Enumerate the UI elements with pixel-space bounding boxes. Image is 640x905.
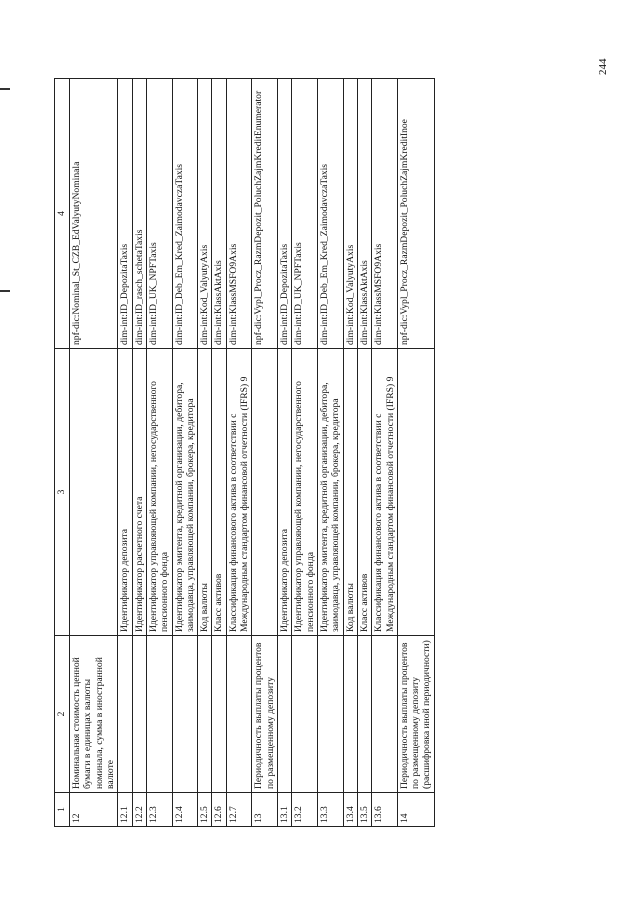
cell-desc: Идентификатор эмитента, кредитной организации, дебитора, заимодавца, управляющей компании, брокера, кредитора [317,349,343,636]
cell-code: dim-int:ID_DepozitaTaxis [118,79,132,349]
table-row [132,79,146,827]
margin-mark [0,290,10,292]
table-row [198,79,212,827]
table-row [70,79,118,827]
table-row [118,79,132,827]
cell-desc: Классификация финансового актива в соответствии с Международным стандартом финансовой отчетности (IFRS) 9 [372,349,398,636]
cell-name: Периодичность выплаты процентов по размещенному депозиту (расшифровка иной периодичности) [397,636,434,793]
cell-name [372,636,398,793]
cell-name [118,636,132,793]
header-cell: 3 [55,349,70,636]
cell-desc: Идентификатор расчетного счета [132,349,146,636]
cell-num: 13.4 [343,793,357,827]
cell-code: dim-int:KlassMSFO9Axis [372,79,398,349]
cell-num: 12.1 [118,793,132,827]
header-cell: 4 [55,79,70,349]
cell-num: 13.3 [317,793,343,827]
cell-code: dim-int:ID_Deb_Em_Kred_ZaimodavczaTaxis [317,79,343,349]
cell-name [343,636,357,793]
cell-num: 13.5 [357,793,371,827]
cell-code: dim-int:ID_rasch_schetaTaxis [132,79,146,349]
table-row [212,79,226,827]
cell-code: dim-int:KlassAktAxis [212,79,226,349]
table-row [317,79,343,827]
cell-desc: Классификация финансового актива в соответствии с Международным стандартом финансовой отчетности (IFRS) 9 [226,349,252,636]
table-row [278,79,292,827]
cell-num: 12.4 [172,793,198,827]
page-number: 244 [597,58,609,75]
cell-code: dim-int:KlassAktAxis [357,79,371,349]
cell-num: 12.5 [198,793,212,827]
header-row [55,79,70,827]
cell-num: 12.3 [146,793,172,827]
margin-mark [0,88,10,90]
cell-desc: Идентификатор управляющей компании, негосударственного пенсионного фонда [146,349,172,636]
cell-code: npf-dic:Nominal_St_CZB_EdValyutyNominala [70,79,118,349]
cell-desc: Идентификатор депозита [278,349,292,636]
cell-name [172,636,198,793]
cell-code: npf-dic:Vypl_Procz_RazmDepozit_PoluchZajmKreditInoe [397,79,434,349]
cell-name [198,636,212,793]
cell-desc: Класс активов [212,349,226,636]
header-cell: 2 [55,636,70,793]
cell-code: dim-int:ID_UK_NPFTaxis [146,79,172,349]
cell-num: 13.1 [278,793,292,827]
cell-name [226,636,252,793]
table-row [226,79,252,827]
table-row [146,79,172,827]
table-row [372,79,398,827]
cell-name [357,636,371,793]
cell-desc: Идентификатор депозита [118,349,132,636]
cell-num: 12.6 [212,793,226,827]
cell-code: npf-dic:Vypl_Procz_RazmDepozit_PoluchZajmKreditEnumerator [252,79,278,349]
table-row [252,79,278,827]
cell-desc [252,349,278,636]
cell-num: 12 [70,793,118,827]
header-cell: 1 [55,793,70,827]
cell-name [132,636,146,793]
cell-name: Периодичность выплаты процентов по размещенному депозиту [252,636,278,793]
table-row [172,79,198,827]
cell-code: dim-int:ID_DepozitaTaxis [278,79,292,349]
cell-name [317,636,343,793]
cell-desc [397,349,434,636]
cell-desc: Код валюты [198,349,212,636]
table-row [292,79,318,827]
data-table [54,78,435,827]
table-row [397,79,434,827]
cell-name [212,636,226,793]
cell-desc: Идентификатор эмитента, кредитной организации, дебитора, заимодавца, управляющей компании, брокера, кредитора [172,349,198,636]
cell-name [278,636,292,793]
cell-desc [70,349,118,636]
table-row [343,79,357,827]
cell-code: dim-int:ID_UK_NPFTaxis [292,79,318,349]
cell-code: dim-int:ID_Deb_Em_Kred_ZaimodavczaTaxis [172,79,198,349]
cell-num: 14 [397,793,434,827]
table-row [357,79,371,827]
cell-code: dim-int:Kod_ValyutyAxis [198,79,212,349]
cell-desc: Код валюты [343,349,357,636]
cell-name: Номинальная стоимость ценной бумаги в единицах валюты номинала, сумма в иностранной валюте [70,636,118,793]
cell-num: 13.2 [292,793,318,827]
cell-desc: Класс активов [357,349,371,636]
cell-desc: Идентификатор управляющей компании, негосударственного пенсионного фонда [292,349,318,636]
cell-name [292,636,318,793]
cell-num: 13 [252,793,278,827]
cell-code: dim-int:KlassMSFO9Axis [226,79,252,349]
cell-name [146,636,172,793]
cell-num: 12.2 [132,793,146,827]
cell-num: 12.7 [226,793,252,827]
cell-code: dim-int:Kod_ValyutyAxis [343,79,357,349]
cell-num: 13.6 [372,793,398,827]
